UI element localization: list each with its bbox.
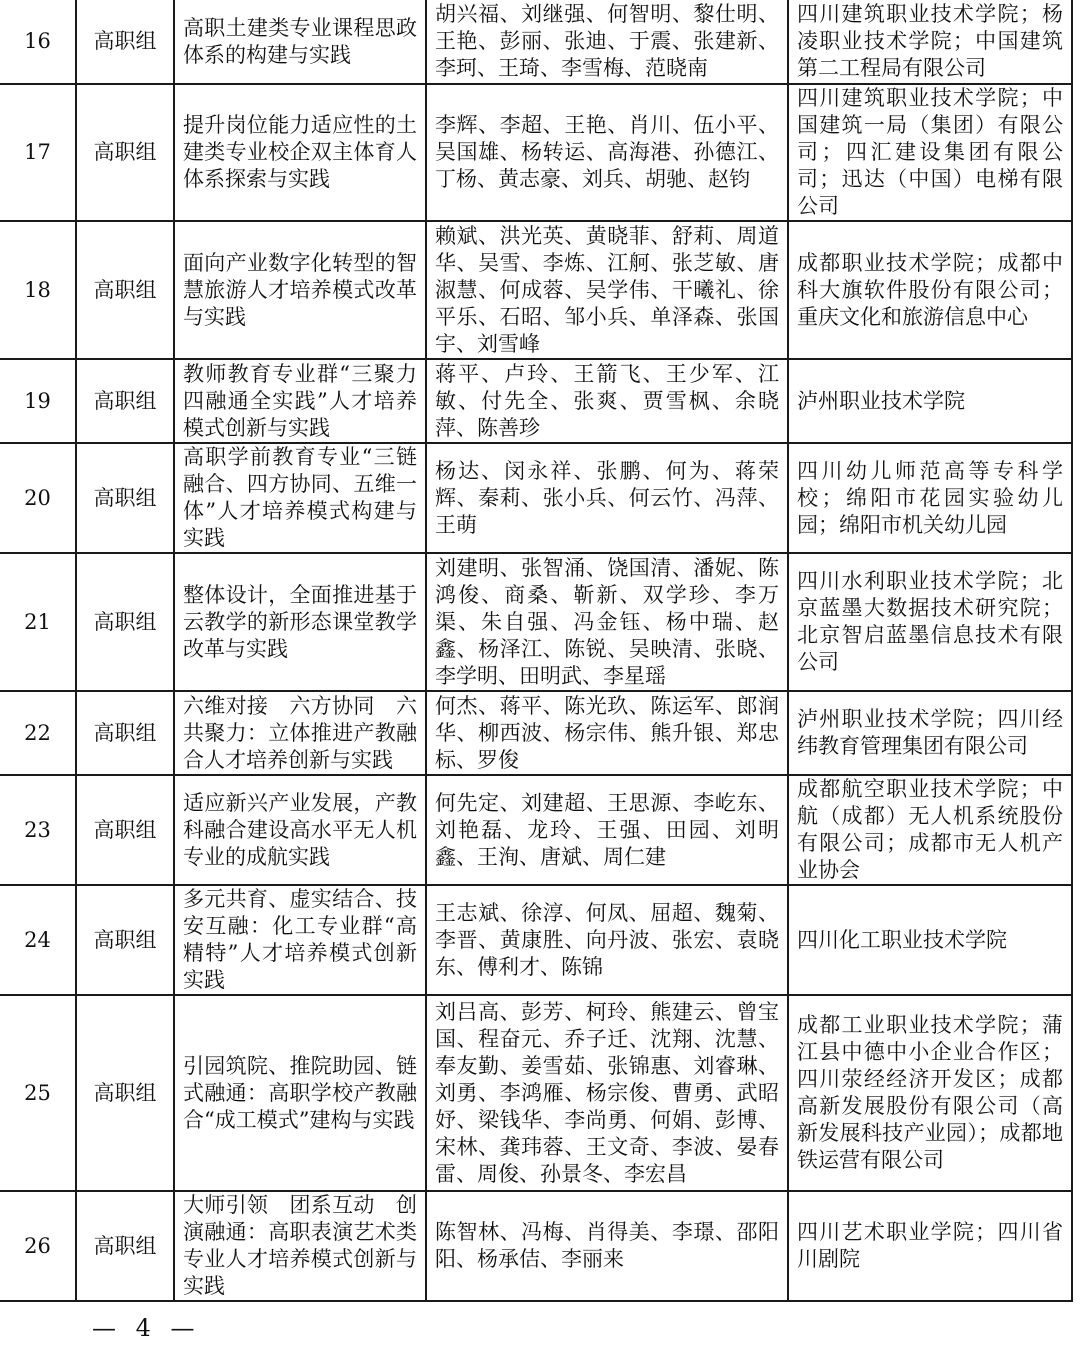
row-group: 高职组 [93, 927, 157, 952]
table-row [0, 221, 1072, 359]
row-group-cell [76, 885, 174, 995]
row-members-cell [426, 553, 788, 691]
row-members: 何杰、蒋平、陈光玖、陈运军、郎润华、柳西波、杨宗伟、熊升银、郑忠标、罗俊 [435, 693, 779, 772]
row-number: 20 [24, 485, 51, 510]
row-members-cell [426, 221, 788, 359]
row-title: 多元共育、虚实结合、技安互融：化工专业群“高精特”人才培养模式创新实践 [183, 887, 417, 992]
row-members: 何先定、刘建超、王思源、李屹东、刘艳磊、龙玲、王强、田园、刘明鑫、王洵、唐斌、周仁建 [435, 790, 779, 869]
row-title-cell [174, 221, 426, 359]
page-number: — 4 — [92, 1314, 201, 1342]
row-members: 李辉、李超、王艳、肖川、伍小平、吴国雄、杨转运、高海港、孙德江、丁杨、黄志豪、刘兵、胡驰、赵钧 [435, 113, 779, 191]
row-units-cell [788, 1191, 1072, 1301]
row-title: 适应新兴产业发展，产教科融合建设高水平无人机专业的成航实践 [183, 790, 417, 869]
row-group-cell [76, 775, 174, 885]
row-members: 赖斌、洪光英、黄晓菲、舒莉、周道华、吴雪、李炼、江舸、张芝敏、唐淑慧、何成蓉、吴学伟、干曦礼、徐平乐、石昭、邹小兵、单泽森、张国宇、刘雪峰 [435, 223, 779, 356]
row-group: 高职组 [93, 1233, 157, 1258]
row-number: 24 [24, 927, 51, 952]
row-group-cell [76, 691, 174, 775]
row-number-cell [0, 221, 76, 359]
row-members-cell [426, 995, 788, 1191]
row-group: 高职组 [93, 140, 157, 164]
row-title: 高职土建类专业课程思政体系的构建与实践 [183, 15, 417, 67]
row-title: 提升岗位能力适应性的土建类专业校企双主体育人体系探索与实践 [183, 113, 417, 191]
row-units: 四川化工职业技术学院 [797, 927, 1007, 952]
row-group-cell [76, 221, 174, 359]
row-units-cell [788, 359, 1072, 443]
row-number: 16 [24, 29, 51, 53]
row-units: 四川建筑职业技术学院；杨凌职业技术学院；中国建筑第二工程局有限公司 [797, 2, 1063, 80]
row-units-cell [788, 221, 1072, 359]
row-group-cell [76, 1191, 174, 1301]
row-group-cell [76, 0, 174, 84]
row-units: 成都职业技术学院；成都中科大旗软件股份有限公司；重庆文化和旅游信息中心 [797, 250, 1063, 329]
table-row [0, 995, 1072, 1191]
row-number-cell [0, 359, 76, 443]
row-number: 26 [24, 1233, 51, 1258]
row-title-cell [174, 885, 426, 995]
row-title: 大师引领 团系互动 创演融通：高职表演艺术类专业人才培养模式创新与实践 [183, 1193, 417, 1298]
row-number: 22 [24, 720, 51, 745]
row-title: 面向产业数字化转型的智慧旅游人才培养模式改革与实践 [183, 250, 417, 329]
row-group-cell [76, 443, 174, 553]
row-title: 整体设计，全面推进基于云教学的新形态课堂教学改革与实践 [183, 582, 417, 661]
row-units: 泸州职业技术学院；四川经纬教育管理集团有限公司 [797, 707, 1063, 758]
row-group-cell [76, 84, 174, 221]
row-number-cell [0, 995, 76, 1191]
row-title: 六维对接 六方协同 六共聚力：立体推进产教融合人才培养创新与实践 [183, 693, 417, 772]
table-row [0, 0, 1072, 84]
row-number-cell [0, 775, 76, 885]
table-row [0, 1191, 1072, 1301]
row-number-cell [0, 691, 76, 775]
row-units: 成都航空职业技术学院；中航（成都）无人机系统股份有限公司；成都市无人机产业协会 [797, 777, 1063, 882]
row-units-cell [788, 995, 1072, 1191]
row-group: 高职组 [93, 817, 157, 842]
row-units: 四川建筑职业技术学院；中国建筑一局（集团）有限公司；四汇建设集团有限公司；迅达（中国）电梯有限公司 [797, 86, 1063, 218]
row-members-cell [426, 1191, 788, 1301]
row-number: 18 [24, 277, 51, 302]
row-members: 陈智林、冯梅、肖得美、李璟、邵阳阳、杨承佶、李丽来 [435, 1220, 779, 1271]
table-row [0, 553, 1072, 691]
row-members: 蒋平、卢玲、王箭飞、王少军、江敏、付先全、张爽、贾雪枫、余晓萍、陈善珍 [435, 361, 779, 440]
table-row [0, 443, 1072, 553]
row-members-cell [426, 443, 788, 553]
row-title: 引园筑院、推院助园、链式融通：高职学校产教融合“成工模式”建构与实践 [183, 1053, 417, 1132]
row-members: 胡兴福、刘继强、何智明、黎仕明、王艳、彭丽、张迪、于震、张建新、李珂、王琦、李雪梅、范晓南 [435, 2, 779, 80]
row-units: 四川幼儿师范高等专科学校；绵阳市花园实验幼儿园；绵阳市机关幼儿园 [797, 458, 1063, 537]
row-units: 四川水利职业技术学院；北京蓝墨大数据技术研究院；北京智启蓝墨信息技术有限公司 [797, 569, 1063, 674]
table-row [0, 359, 1072, 443]
row-title-cell [174, 0, 426, 84]
row-group: 高职组 [93, 485, 157, 510]
row-number: 19 [24, 388, 51, 413]
row-members-cell [426, 691, 788, 775]
row-number: 17 [24, 140, 51, 164]
row-units-cell [788, 84, 1072, 221]
row-members: 王志斌、徐淳、何凤、屈超、魏菊、李晋、黄康胜、向丹波、张宏、袁晓东、傅利才、陈锦 [435, 900, 779, 979]
row-members-cell [426, 775, 788, 885]
row-title-cell [174, 84, 426, 221]
table-row [0, 775, 1072, 885]
row-group-cell [76, 359, 174, 443]
row-units: 泸州职业技术学院 [797, 388, 965, 413]
table-row [0, 84, 1072, 221]
row-group-cell [76, 995, 174, 1191]
row-units-cell [788, 775, 1072, 885]
table-row [0, 691, 1072, 775]
row-units: 成都工业职业技术学院；蒲江县中德中小企业合作区；四川荥经经济开发区；成都高新发展股份有限公司（高新发展科技产业园）；成都地铁运营有限公司 [797, 1013, 1063, 1172]
row-number-cell [0, 0, 76, 84]
row-members-cell [426, 84, 788, 221]
row-units-cell [788, 885, 1072, 995]
row-group: 高职组 [93, 29, 157, 53]
row-units-cell [788, 691, 1072, 775]
row-number-cell [0, 84, 76, 221]
row-title: 教师教育专业群“三聚力四融通全实践”人才培养模式创新与实践 [183, 361, 417, 440]
row-group: 高职组 [93, 388, 157, 413]
row-units-cell [788, 553, 1072, 691]
row-members: 刘建明、张智涌、饶国清、潘妮、陈鸿俊、商桑、靳新、双学珍、李万渠、朱自强、冯金钰、杨中瑞、赵鑫、杨泽江、陈锐、吴映清、张晓、李学明、田明武、李星瑶 [435, 555, 779, 688]
row-title-cell [174, 443, 426, 553]
row-number: 23 [24, 817, 51, 842]
row-title-cell [174, 1191, 426, 1301]
row-title-cell [174, 359, 426, 443]
row-group: 高职组 [93, 609, 157, 634]
row-number: 25 [24, 1080, 51, 1105]
row-number-cell [0, 443, 76, 553]
row-members-cell [426, 359, 788, 443]
row-units: 四川艺术职业学院；四川省川剧院 [797, 1220, 1063, 1271]
row-group-cell [76, 553, 174, 691]
row-title: 高职学前教育专业“三链融合、四方协同、五维一体”人才培养模式构建与实践 [183, 445, 417, 550]
row-members: 刘吕高、彭芳、柯玲、熊建云、曾宝国、程奋元、乔子迁、沈翔、沈慧、奉友勤、姜雪茹、张锦惠、刘睿琳、刘勇、李鸿雁、杨宗俊、曹勇、武昭妤、梁钱华、李尚勇、何娟、彭博、宋林、龚玮蓉、王文奇、李波、晏春雷、周俊、孙景冬、李宏昌 [435, 999, 779, 1186]
row-title-cell [174, 775, 426, 885]
row-units-cell [788, 0, 1072, 84]
row-number: 21 [24, 609, 51, 634]
row-members-cell [426, 885, 788, 995]
row-group: 高职组 [93, 1080, 157, 1105]
row-title-cell [174, 995, 426, 1191]
row-group: 高职组 [93, 720, 157, 745]
row-members-cell [426, 0, 788, 84]
row-title-cell [174, 553, 426, 691]
row-members: 杨达、闵永祥、张鹏、何为、蒋荣辉、秦莉、张小兵、何云竹、冯萍、王萌 [435, 458, 779, 537]
row-number-cell [0, 553, 76, 691]
row-number-cell [0, 1191, 76, 1301]
row-group: 高职组 [93, 277, 157, 302]
row-title-cell [174, 691, 426, 775]
row-units-cell [788, 443, 1072, 553]
table-row [0, 885, 1072, 995]
row-number-cell [0, 885, 76, 995]
